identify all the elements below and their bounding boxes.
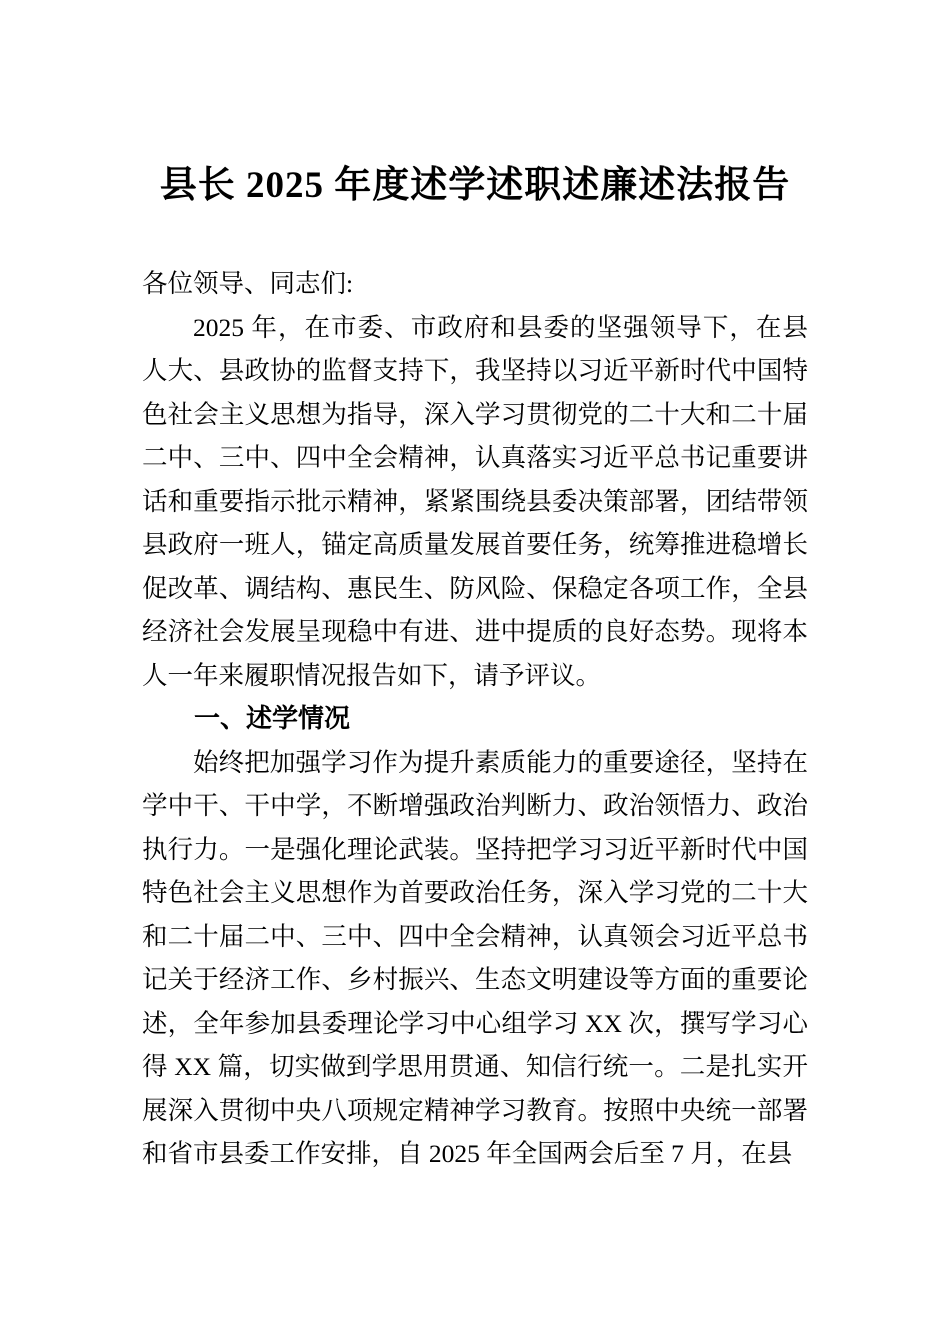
- paragraph-opening: 2025 年，在市委、市政府和县委的坚强领导下，在县人大、县政协的监督支持下，我坚持以习近平新时代中国特色社会主义思想为指导，深入学习贯彻党的二十大和二十届二中、三中、四中全会精神，认真落实习近平总书记重要讲话和重要指示批示精神，紧紧围绕县委决策部署，团结带领县政府一班人，锚定高质量发展首要任务，统筹推进稳增长促改革、调结构、惠民生、防风险、保稳定各项工作，全县经济社会发展呈现稳中有进、进中提质的良好态势。现将本人一年来履职情况报告如下，请予评议。: [142, 312, 808, 690]
- section-heading-shuxue: 一、述学情况: [194, 703, 351, 734]
- salutation: 各位领导、同志们:: [142, 269, 354, 299]
- paragraph-shuxue: 始终把加强学习作为提升素质能力的重要途径，坚持在学中干、干中学，不断增强政治判断力、政治领悟力、政治执行力。一是强化理论武装。坚持把学习习近平新时代中国特色社会主义思想作为首要政治任务，深入学习党的二十大和二十届二中、三中、四中全会精神，认真领会习近平总书记关于经济工作、乡村振兴、生态文明建设等方面的重要论述，全年参加县委理论学习中心组学习 XX 次，撰写学习心得 XX 篇，切实做到学思用贯通、知信行统一。二是扎实开展深入贯彻中央八项规定精神学习教育。按照中央统一部署和省市县委工作安排，自 2025 年全国两会后至 7 月，在县: [142, 747, 808, 1169]
- document-text: [142, 262, 808, 1176]
- document-title: 县长 2025 年度述学述职述廉述法报告: [159, 165, 791, 206]
- document-body: [142, 162, 808, 1176]
